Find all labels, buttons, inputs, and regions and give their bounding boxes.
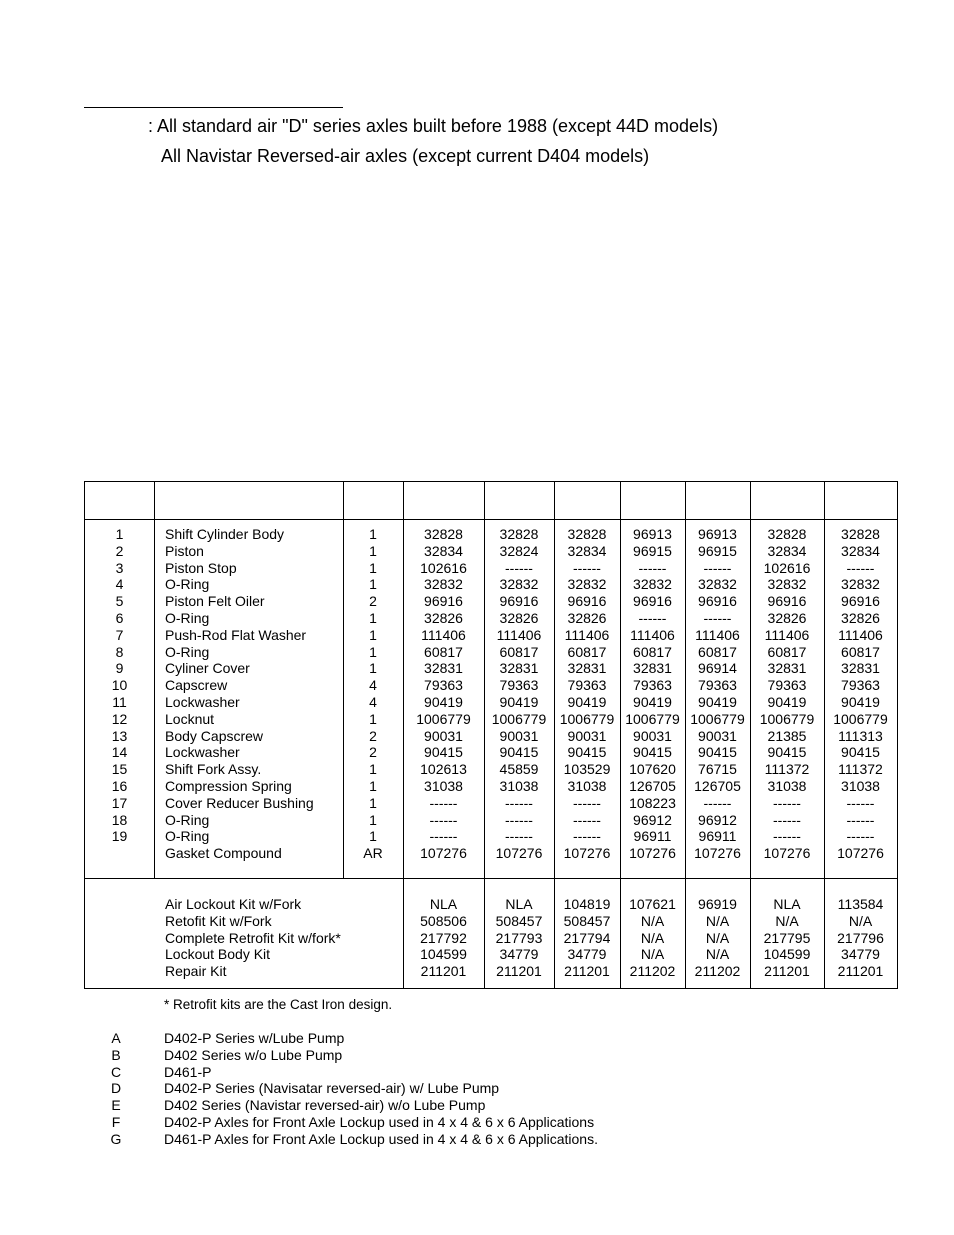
quantity-column-cell: 1 [369,794,377,811]
part-number-column-g-cell: ------ [846,811,875,828]
description-column-cell: Gasket Compound [165,845,282,862]
item-number-column-cell: 8 [115,643,124,660]
part-number-column-a-cell: 90415 [424,744,463,761]
part-number-column-b [484,526,554,862]
part-number-column-e-cell: 79363 [698,677,737,694]
part-number-column-d-cell: 90415 [633,744,672,761]
part-number-column-b-cell: 96916 [499,593,539,610]
item-number-column-cell: 19 [111,828,128,845]
description-column-cell: O-Ring [165,811,210,828]
part-number-column-f-cell: 107276 [763,845,811,862]
part-number-column-c-cell: ------ [573,559,601,576]
part-number-column-g-cell: 60817 [841,643,880,660]
part-number-column-a-cell: 102613 [420,761,467,778]
kit-number-column-g-cell: 34779 [841,946,880,963]
part-number-column-a-cell: 102616 [420,559,467,576]
part-number-column-g-cell: 111313 [838,727,883,744]
kit-number-column-f [750,896,824,980]
part-number-column-c-cell: ------ [573,811,601,828]
kit-number-column-f-cell: 217795 [763,929,811,946]
part-number-column-f-cell: 21385 [767,727,807,744]
description-column-cell: Piston Felt Oiler [165,593,265,610]
description-column-cell: Lockwasher [165,693,240,710]
part-number-column-a-cell: 96916 [424,593,463,610]
part-number-column-c-cell: 1006779 [559,710,615,727]
part-number-column-b-cell: 79363 [499,677,539,694]
part-number-column-b-cell: 32826 [499,609,539,626]
part-number-column-f-cell: 31038 [767,777,807,794]
legend-description: D402 Series w/o Lube Pump [164,1046,343,1063]
part-number-column-g-cell: 107276 [837,845,884,862]
part-number-column-d-cell: 60817 [633,643,672,660]
description-column-cell: Push-Rod Flat Washer [165,626,307,643]
legend-letter: D [110,1080,122,1097]
part-number-column-c-cell: 103529 [563,761,611,778]
part-number-column-c [554,526,620,862]
kit-number-column-a-cell: 217792 [420,929,467,946]
quantity-column-cell: 1 [369,576,377,593]
part-number-column-b-cell: 90419 [499,693,539,710]
part-number-column-c-cell: 32834 [567,542,607,559]
part-number-column-b-cell: 90031 [499,727,539,744]
description-column-cell: Locknut [165,710,215,727]
part-number-column-d-cell: 108223 [629,794,676,811]
part-number-column-e-cell: 90419 [698,693,737,710]
part-number-column-a-cell: 32834 [424,542,463,559]
item-number-column-cell: 17 [111,794,128,811]
quantity-column-cell: 1 [369,761,377,778]
quantity-column-cell: 4 [369,677,377,694]
part-number-column-d-cell: 96915 [633,542,672,559]
part-number-column-c-cell: ------ [573,794,601,811]
description-column-cell: O-Ring [165,609,210,626]
part-number-column-b-cell: 90415 [499,744,539,761]
part-number-column-f-cell: 32832 [767,576,807,593]
quantity-column-cell: 1 [369,559,377,576]
part-number-column-b-cell: ------ [505,811,533,828]
part-number-column-c-cell: ------ [573,828,601,845]
kit-number-column-f-cell: 104599 [763,946,811,963]
part-number-column-a-cell: 31038 [424,777,463,794]
part-number-column-b-cell: 32831 [499,660,539,677]
part-number-column-d-cell: ------ [638,559,667,576]
part-number-column-a-cell: ------ [429,811,458,828]
part-number-column-a-cell: ------ [429,794,458,811]
part-number-column-c-cell: 31038 [567,777,607,794]
part-number-column-b-cell: 1006779 [491,710,547,727]
part-number-column-e-cell: 96912 [698,811,737,828]
part-number-column-a-cell: 90419 [424,693,463,710]
item-number-column-cell: 14 [111,744,128,761]
part-number-column-e [685,526,750,862]
item-number-column-cell [85,845,154,862]
kit-number-column-c-cell: 508457 [563,912,611,929]
part-number-column-f-cell: ------ [773,811,801,828]
kit-number-column-g-cell: N/A [848,912,873,929]
kit-number-column-g-cell: 113584 [837,896,884,912]
part-number-column-f-cell: 1006779 [759,710,815,727]
kit-number-column-b [484,896,554,980]
part-number-column-f-cell: 32834 [767,542,807,559]
quantity-column-cell: 1 [369,542,377,559]
part-number-column-e-cell: 111406 [695,626,740,643]
part-number-column-b-cell: 31038 [499,777,539,794]
part-number-column-c-cell: 90415 [567,744,607,761]
quantity-column-cell: 1 [369,526,377,542]
item-number-column [85,526,154,862]
item-number-column-cell: 1 [115,526,124,542]
kit-number-column-e-cell: N/A [705,912,730,929]
part-number-column-c-cell: 32832 [567,576,607,593]
part-number-column-g-cell: 32834 [841,542,880,559]
part-number-column-g-cell: 31038 [841,777,880,794]
part-number-column-d [620,526,685,862]
part-number-column-f-cell: 111406 [764,626,810,643]
legend-letter: C [110,1063,122,1080]
kit-number-column-f-cell: NLA [773,896,801,912]
part-number-column-c-cell: 107276 [563,845,611,862]
part-number-column-d-cell: 90419 [633,693,672,710]
part-number-column-e-cell: 60817 [698,643,737,660]
kit-number-column-d-cell: 107621 [629,896,676,912]
part-number-column-a [403,526,484,862]
part-number-column-a-cell: 90031 [424,727,463,744]
legend-description: D461-P Axles for Front Axle Lockup used in 4 x 4 & 6 x 6 Applications. [164,1130,598,1147]
part-number-column-e-cell: 107276 [694,845,741,862]
part-number-column-g-cell: 32828 [841,526,880,542]
part-number-column-d-cell: 79363 [633,677,672,694]
part-number-column-f-cell: 32826 [767,609,807,626]
part-number-column-b-cell: 111406 [496,626,542,643]
legend-letter: G [110,1130,122,1147]
applicability-line-1: : All standard air "D" series axles built before 1988 (except 44D models) [148,116,719,136]
part-number-column-a-cell: 60817 [424,643,463,660]
kit-description-column-cell: Retofit Kit w/Fork [165,912,272,929]
legend-description: D402 Series (Navistar reversed-air) w/o Lube Pump [164,1097,486,1114]
quantity-column-cell: 2 [369,727,377,744]
part-number-column-a-cell: 79363 [424,677,463,694]
kit-number-column-a-cell: NLA [429,896,458,912]
description-column-cell: Compression Spring [165,777,292,794]
description-column-cell: Capscrew [165,677,228,694]
part-number-column-c-cell: 32826 [567,609,607,626]
quantity-column-cell: 1 [369,643,377,660]
part-number-column-f [750,526,824,862]
part-number-column-b-cell: ------ [505,794,533,811]
item-number-column-cell: 11 [112,693,127,710]
kit-number-column-d [620,896,685,980]
part-number-column-f-cell: ------ [773,828,801,845]
description-column-cell: Cover Reducer Bushing [165,794,314,811]
quantity-column-cell: 1 [369,828,377,845]
legend-description: D402-P Axles for Front Axle Lockup used in 4 x 4 & 6 x 6 Applications [164,1114,595,1130]
part-number-column-e-cell: 126705 [694,777,741,794]
kit-number-column-c-cell: 211201 [564,963,610,980]
kit-number-column-a-cell: 508506 [420,912,467,929]
part-number-column-g-cell: 96916 [841,593,880,610]
description-column-cell: Shift Fork Assy. [165,761,262,778]
kit-number-column-b-cell: NLA [505,896,533,912]
part-number-column-c-cell: 90031 [567,727,607,744]
item-number-column-cell: 9 [115,660,124,677]
part-number-column-g [824,526,897,862]
part-number-column-e-cell: 76715 [698,761,737,778]
part-number-column-c-cell: 90419 [567,693,607,710]
part-number-column-c-cell: 32831 [567,660,607,677]
part-number-column-b-cell: 107276 [495,845,543,862]
item-number-column-cell: 13 [111,727,128,744]
part-number-column-c-cell: 96916 [567,593,607,610]
part-number-column-d-cell: 90031 [633,727,672,744]
part-number-column-f-cell: 111372 [764,761,810,778]
part-number-column-d-cell: 96916 [633,593,672,610]
kits-separator [85,878,897,879]
description-column-cell: Body Capscrew [165,727,264,744]
kit-description-column-cell: Repair Kit [165,963,227,980]
part-number-column-d-cell: 96913 [633,526,672,542]
kit-number-column-a [403,896,484,980]
description-column [165,526,343,862]
kit-number-column-g [824,896,897,980]
column-divider [154,482,155,878]
part-number-column-d-cell: 32832 [633,576,672,593]
kit-number-column-f-cell: N/A [775,912,799,929]
part-number-column-c-cell: 111406 [564,626,610,643]
item-number-column-cell: 4 [115,576,124,593]
part-number-column-b-cell: 32824 [499,542,539,559]
kit-number-column-c-cell: 104819 [563,896,611,912]
legend-letter: E [111,1097,121,1114]
quantity-column-cell: 1 [369,710,377,727]
part-number-column-g-cell: 32831 [841,660,880,677]
kit-number-column-g-cell: 211201 [837,963,884,980]
part-number-column-f-cell: 79363 [767,677,807,694]
quantity-column-cell: 1 [369,660,377,677]
part-number-column-d-cell: 1006779 [625,710,680,727]
legend-letter: F [111,1114,121,1130]
description-column-cell: O-Ring [165,576,210,593]
item-number-column-cell: 7 [115,626,124,643]
part-number-column-b-cell: ------ [505,559,533,576]
part-number-column-d-cell: 107620 [629,761,676,778]
kit-number-column-c-cell: 217794 [563,929,611,946]
part-number-column-a-cell: ------ [429,828,458,845]
part-number-column-d-cell: 107276 [629,845,676,862]
part-number-column-f-cell: 102616 [763,559,811,576]
part-number-column-g-cell: 90415 [841,744,880,761]
kit-number-column-c [554,896,620,980]
part-number-column-e-cell: ------ [703,609,732,626]
part-number-column-g-cell: ------ [846,828,875,845]
part-number-column-d-cell: 96912 [633,811,672,828]
part-number-column-b-cell: 32828 [499,526,539,542]
legend-letter: B [111,1046,121,1063]
part-number-column-f-cell: 32828 [767,526,807,542]
kit-number-column-d-cell: N/A [640,946,665,963]
legend-description: D461-P [164,1063,212,1080]
legend-description: D402-P Series (Navisatar reversed-air) w/ Lube Pump [164,1080,500,1097]
parts-table [84,481,898,989]
description-column-cell: Cyliner Cover [165,660,250,677]
part-number-column-a-cell: 1006779 [416,710,471,727]
item-number-column-cell: 16 [111,777,128,794]
quantity-column-cell: 2 [369,593,377,610]
kit-number-column-b-cell: 34779 [499,946,539,963]
kit-number-column-d-cell: N/A [640,929,665,946]
description-column-cell: Piston [165,542,204,559]
part-number-column-e-cell: 96915 [698,542,737,559]
part-number-column-a-cell: 32826 [424,609,463,626]
heading-rule [84,107,343,108]
part-number-column-b-cell: 32832 [499,576,539,593]
kit-number-column-a-cell: 104599 [420,946,467,963]
part-number-column-g-cell: ------ [846,794,875,811]
part-number-column-g-cell: 79363 [841,677,880,694]
part-number-column-g-cell: 111372 [838,761,883,778]
part-number-column-c-cell: 79363 [567,677,607,694]
part-number-column-d-cell: ------ [638,609,667,626]
part-number-column-f-cell: 60817 [767,643,807,660]
quantity-column-cell: 2 [369,744,377,761]
part-number-column-e-cell: ------ [703,794,732,811]
part-number-column-a-cell: 32828 [424,526,463,542]
footnote: * Retrofit kits are the Cast Iron design. [164,997,393,1012]
quantity-column-cell: AR [363,845,383,862]
kit-number-column-b-cell: 508457 [495,912,543,929]
item-number-column-cell: 18 [111,811,128,828]
part-number-column-a-cell: 111406 [421,626,466,643]
part-number-column-a-cell: 107276 [420,845,467,862]
part-number-column-g-cell: 32826 [841,609,880,626]
part-number-column-e-cell: ------ [703,559,732,576]
quantity-column-cell: 1 [369,777,377,794]
applicability-line-2: All Navistar Reversed-air axles (except current D404 models) [161,146,650,166]
part-number-column-e-cell: 32832 [698,576,737,593]
kit-number-column-e [685,896,750,980]
part-number-column-a-cell: 32831 [424,660,463,677]
item-number-column-cell: 5 [115,593,124,610]
part-number-column-e-cell: 96911 [698,828,737,845]
kit-number-column-e-cell: 211202 [694,963,741,980]
part-number-column-d-cell: 111406 [630,626,675,643]
kit-description-column-cell: Lockout Body Kit [165,946,271,963]
part-number-column-g-cell: ------ [846,559,875,576]
kit-number-column-f-cell: 211201 [764,963,810,980]
part-number-column-e-cell: 1006779 [690,710,745,727]
kit-number-column-c-cell: 34779 [567,946,607,963]
part-number-column-e-cell: 90415 [698,744,737,761]
item-number-column-cell: 10 [111,677,128,694]
part-number-column-d-cell: 126705 [629,777,676,794]
part-number-column-b-cell: ------ [505,828,533,845]
description-column-cell: Piston Stop [165,559,237,576]
part-number-column-g-cell: 90419 [841,693,880,710]
part-number-column-b-cell: 60817 [499,643,539,660]
kit-number-column-b-cell: 211201 [496,963,542,980]
kit-number-column-e-cell: N/A [705,946,730,963]
kit-number-column-d-cell: 211202 [629,963,676,980]
part-number-column-e-cell: 96914 [698,660,737,677]
kit-number-column-d-cell: N/A [640,912,665,929]
part-number-column-e-cell: 96913 [698,526,737,542]
part-number-column-f-cell: 90419 [767,693,807,710]
kit-number-column-b-cell: 217793 [495,929,543,946]
part-number-column-f-cell: ------ [773,794,801,811]
description-column-cell: Shift Cylinder Body [165,526,285,542]
legend-description: D402-P Series w/Lube Pump [164,1030,345,1046]
quantity-column-cell: 4 [369,693,377,710]
quantity-column-cell: 1 [369,626,377,643]
kit-number-column-a-cell: 211201 [420,963,467,980]
legend-letter: A [111,1030,121,1046]
item-number-column-cell: 12 [111,710,128,727]
kit-description-column [165,896,403,980]
description-column-cell: Lockwasher [165,744,240,761]
kit-number-column-e-cell: N/A [705,929,730,946]
part-number-column-g-cell: 32832 [841,576,880,593]
kit-number-column-e-cell: 96919 [698,896,737,912]
part-number-column-c-cell: 60817 [567,643,607,660]
kit-description-column-cell: Air Lockout Kit w/Fork [165,896,302,912]
description-column-cell: O-Ring [165,643,210,660]
part-number-column-f-cell: 32831 [767,660,807,677]
part-number-column-g-cell: 1006779 [833,710,888,727]
kit-number-column-g-cell: 217796 [837,929,884,946]
part-number-column-e-cell: 96916 [698,593,737,610]
header-separator [85,519,897,520]
kit-description-column-cell: Complete Retrofit Kit w/fork* [165,929,341,946]
part-number-column-e-cell: 90031 [698,727,737,744]
part-number-column-d-cell: 96911 [633,828,672,845]
item-number-column-cell: 3 [115,559,124,576]
part-number-column-d-cell: 32831 [633,660,672,677]
description-column-cell: O-Ring [165,828,210,845]
quantity-column-cell: 1 [369,811,377,828]
part-number-column-f-cell: 96916 [767,593,807,610]
item-number-column-cell: 15 [111,761,128,778]
item-number-column-cell: 6 [115,609,124,626]
quantity-column-cell: 1 [369,609,377,626]
part-number-column-f-cell: 90415 [767,744,807,761]
quantity-column [343,526,403,862]
part-number-column-c-cell: 32828 [567,526,607,542]
part-number-column-b-cell: 45859 [499,761,539,778]
part-number-column-a-cell: 32832 [424,576,463,593]
part-number-column-g-cell: 111406 [838,626,883,643]
item-number-column-cell: 2 [115,542,124,559]
